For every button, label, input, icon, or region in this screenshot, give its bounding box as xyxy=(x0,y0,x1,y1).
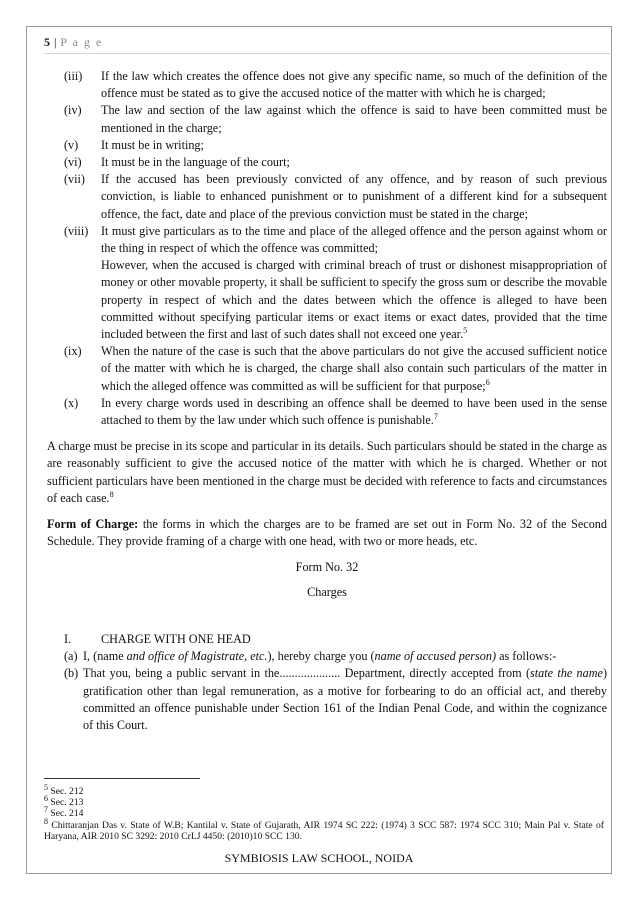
charge-clause-a xyxy=(47,648,607,665)
item-number: (vii) xyxy=(64,172,85,187)
list-item xyxy=(47,154,607,171)
item-text: In every charge words used in describing an offence shall be deemed to have been used in the sense attached to them by the law under which such offence is punishable. xyxy=(101,395,607,428)
charge-heading xyxy=(47,631,607,648)
footnote-text: Sec. 214 xyxy=(48,808,84,820)
charge-heading-number: I. xyxy=(64,631,72,646)
footnote-ref: 8 xyxy=(109,489,114,499)
item-text: It must be in writing; xyxy=(101,137,204,152)
page-word: P a g e xyxy=(60,35,103,49)
footnote-text: Sec. 213 xyxy=(48,797,84,809)
item-text: If the accused has been previously convicted of any offence, and by reason of such previous conviction, is liable to enhanced punishment or to punishment of a different kind for a subsequent offence, the fact, date and place of the previous conviction must be stated in the charge; xyxy=(101,172,607,221)
clause-text-part: That you, being a public servant in the.................... Department, directly accepted from ( xyxy=(83,666,531,681)
footnote-number: 5 xyxy=(44,782,48,792)
footnote-number: 8 xyxy=(44,816,48,826)
document-body xyxy=(47,68,607,734)
charge-heading-title: CHARGE WITH ONE HEAD xyxy=(101,631,251,646)
item-text-wrap xyxy=(101,395,607,429)
footnote xyxy=(44,805,604,820)
footnote-ref: 6 xyxy=(485,377,490,387)
list-item xyxy=(47,171,607,223)
form-of-charge-text: the forms in which the charges are to be framed are set out in Form No. 32 of the Second Schedule. They provide framing of a charge with one head, with two or more heads, etc. xyxy=(47,517,607,549)
item-text: If the law which creates the offence does not give any specific name, so much of the definition of the offence must be stated as to give the accused notice of the matter with which he is charged; xyxy=(101,69,607,101)
list-item xyxy=(47,102,607,136)
charge-clause-b xyxy=(47,665,607,734)
clause-text-part: ) gratification other than legal remuneration, as a motive for forbearing to do an official act, and thereby committed an offence punishable under Section 161 of the Indian Penal Code, and within the cognizance of this Court. xyxy=(83,666,608,732)
clause-italic-part: name of accused person) xyxy=(374,649,497,664)
body-paragraph xyxy=(47,438,607,507)
header-separator: | xyxy=(54,35,57,49)
item-text: It must give particulars as to the time and place of the alleged offence and the person against whom or the thing in respect of which the offence was committed; xyxy=(101,223,607,256)
item-text-wrap xyxy=(101,343,607,395)
footnote-number: 7 xyxy=(44,805,48,815)
list-item xyxy=(47,137,607,154)
footnote-ref: 7 xyxy=(433,412,438,421)
item-text: It must be in the language of the court; xyxy=(101,155,290,170)
paragraph-text: A charge must be precise in its scope and particular in its details. Such particulars should be stated in the charge as are reasonably sufficient to give the accused notice of the matter with which he is charged. Whether or not sufficient particulars have been mentioned in the charge must be decided with reference to facts and circumstances of each case. xyxy=(47,439,607,505)
list-item xyxy=(47,223,607,343)
page-header xyxy=(44,35,103,50)
item-number: (iv) xyxy=(64,103,82,118)
clause-text-part: ), hereby charge you ( xyxy=(267,649,375,664)
list-item xyxy=(47,395,607,429)
footnote-ref: 5 xyxy=(463,325,468,335)
list-item xyxy=(47,343,607,395)
clause-label: (b) xyxy=(64,666,79,681)
item-number: (iii) xyxy=(64,69,83,83)
list-item xyxy=(47,68,607,102)
item-text-continued xyxy=(101,257,607,343)
footnote xyxy=(44,794,604,809)
header-rule xyxy=(44,53,610,54)
clause-text xyxy=(83,648,607,665)
footnote-text: Chittaranjan Das v. State of W.B; Kantilal v. State of Gujarath, AIR 1974 SC 222: (1974) 3 SCC 587: 1974 SCC 310; Main Pal v. State of Haryana, AIR 2010 SC 3292: 2010 CrLJ 4450: (2010)10 SCC 130. xyxy=(44,819,604,842)
form-title: Form No. 32 xyxy=(295,560,359,575)
page-number: 5 xyxy=(44,35,51,49)
item-number: (v) xyxy=(64,137,79,152)
item-number: (viii) xyxy=(64,223,89,238)
item-text: However, when the accused is charged with criminal breach of trust or dishonest misappropriation of money or other movable property, it shall be sufficient to specify the gross sum or describe the movable property in respect of which and the dates between which the offence is alleged to have been committed without specifying particular items or exact items or exact dates, provided that the time included between the first and last of such dates shall not exceed one year. xyxy=(101,258,607,342)
footnotes xyxy=(44,782,604,842)
item-number: (vi) xyxy=(64,155,82,170)
clause-text-part: as follows:- xyxy=(496,649,557,664)
form-of-charge-label: Form of Charge: xyxy=(47,517,139,532)
item-number: (ix) xyxy=(64,344,82,359)
clause-text-part: I, (name xyxy=(83,649,127,664)
footnote-text: Sec. 212 xyxy=(48,786,84,797)
footnote xyxy=(44,782,604,797)
form-of-charge-paragraph xyxy=(47,516,607,550)
item-number: (x) xyxy=(64,395,79,410)
item-text: When the nature of the case is such that the above particulars do not give the accused sufficient notice of the matter with which he is charged, the charge shall also contain such particulars of the matter in which the alleged offence was committed as will be sufficient for that purpose; xyxy=(101,344,607,393)
clause-text xyxy=(83,665,607,734)
clause-italic-part: state the name xyxy=(530,666,603,681)
clause-italic-part: and office of Magistrate, etc. xyxy=(126,649,268,664)
footnote-number: 6 xyxy=(44,794,48,804)
footnote-separator xyxy=(44,778,200,779)
page-footer: SYMBIOSIS LAW SCHOOL, NOIDA xyxy=(224,851,414,865)
item-text: The law and section of the law against which the offence is said to have been committed must be mentioned in the charge; xyxy=(101,103,607,135)
charges-title: Charges xyxy=(307,584,347,599)
clause-label: (a) xyxy=(64,649,78,664)
footnote xyxy=(44,816,604,842)
